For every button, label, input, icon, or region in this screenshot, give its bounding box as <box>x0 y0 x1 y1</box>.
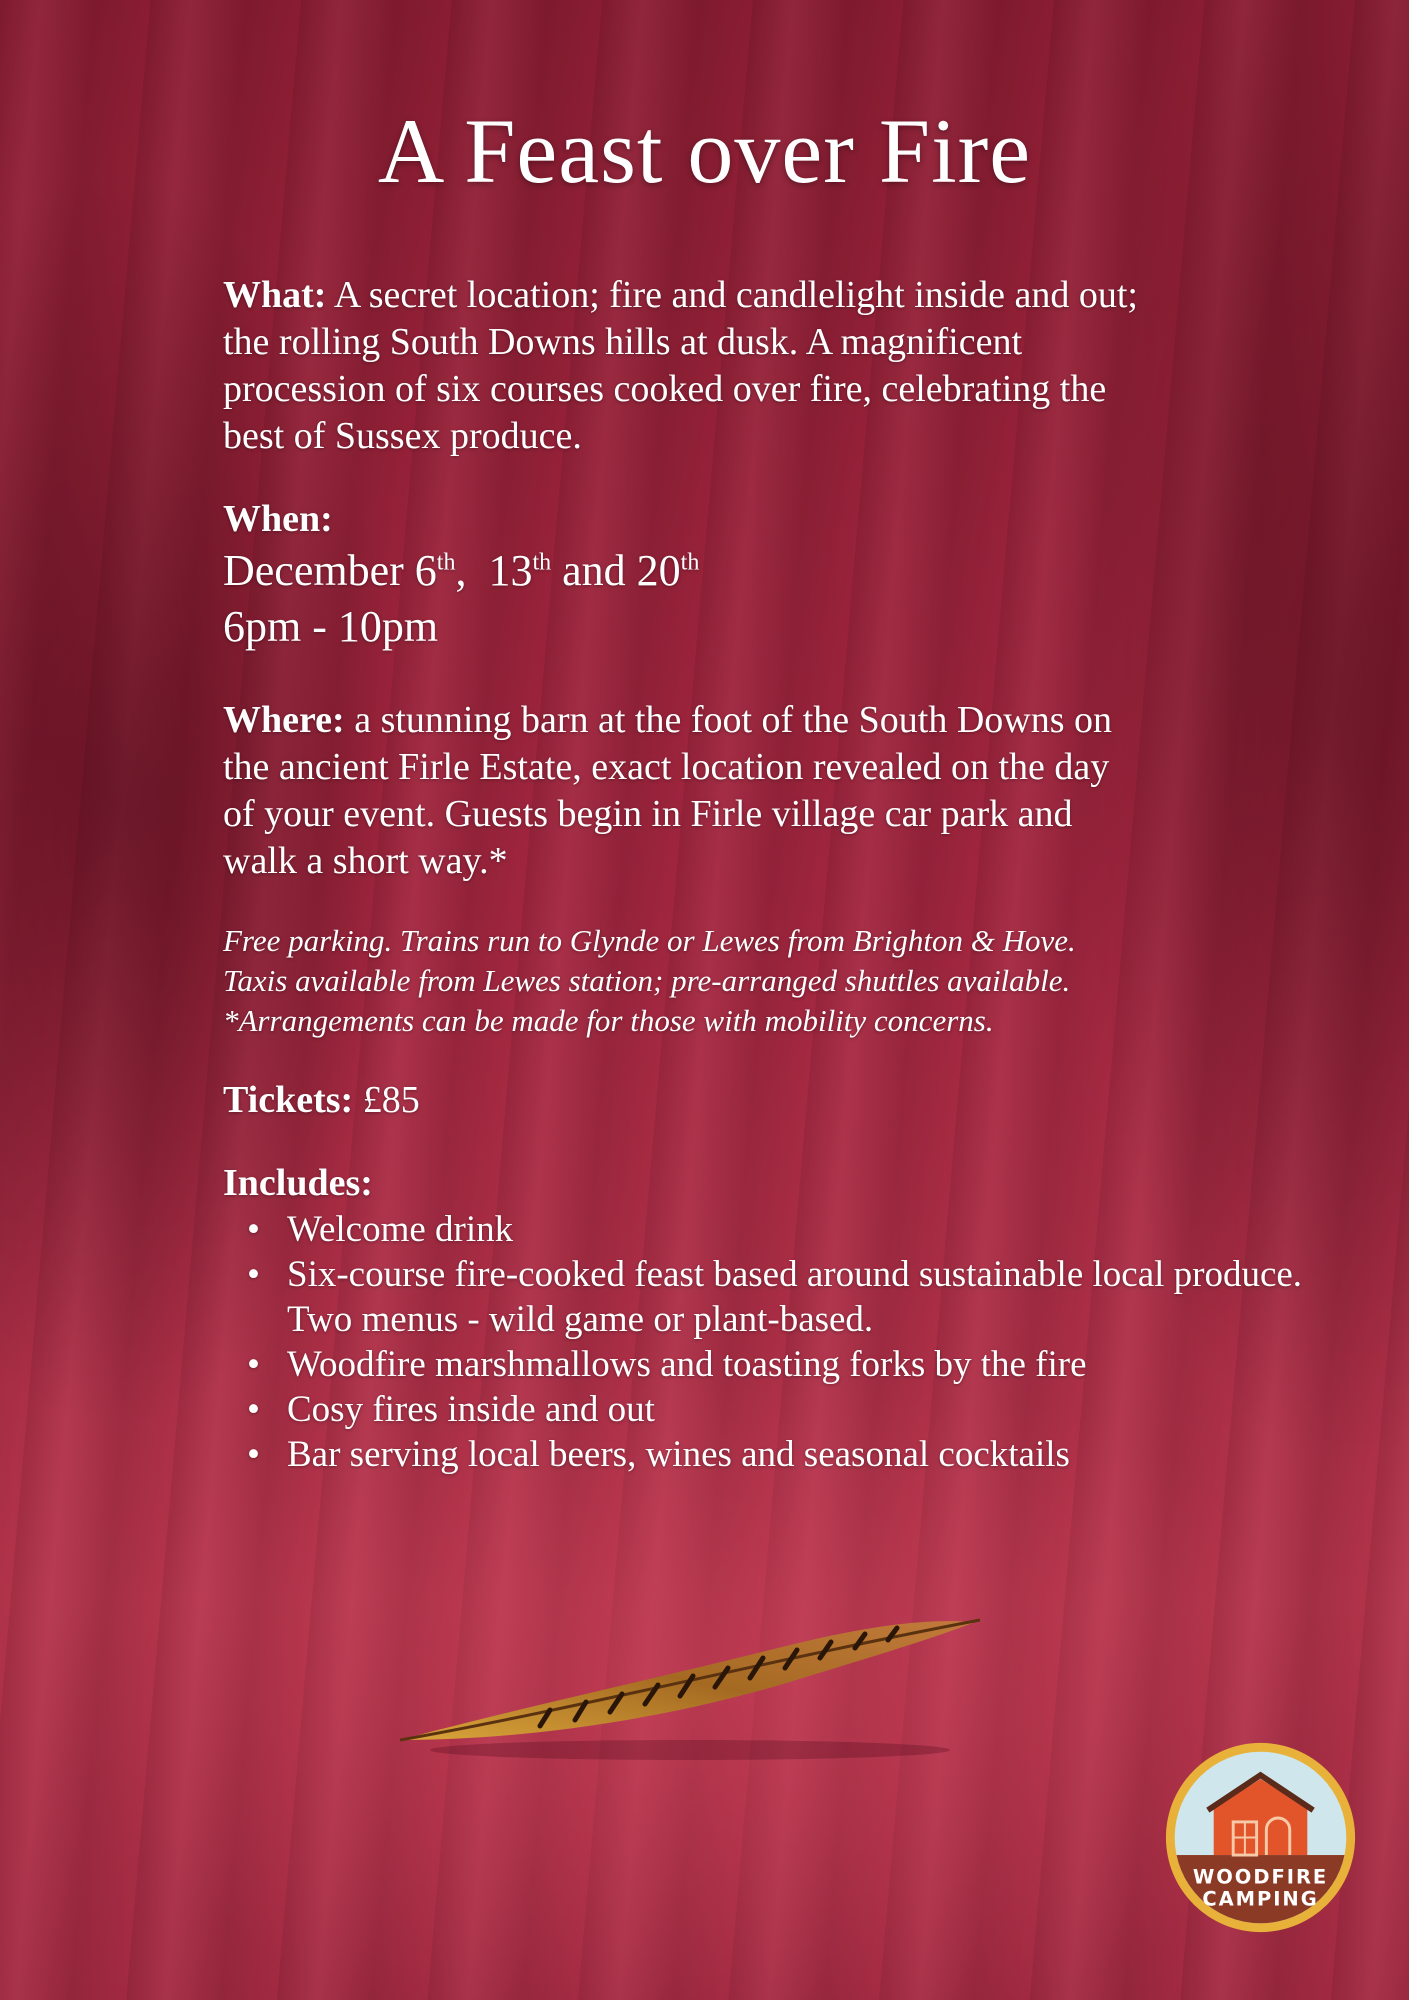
bullet-icon: • <box>247 1344 260 1385</box>
when-dates <box>223 543 1323 599</box>
when-day-1: 6 <box>414 546 437 595</box>
when-day-3: 20 <box>636 546 681 595</box>
list-item <box>223 1207 1323 1252</box>
list-item-text: Six-course fire-cooked feast based around sustainable local produce. Two menus - wild game or plant-based. <box>287 1254 1303 1340</box>
what-label: What: <box>223 274 327 316</box>
logo-line-1: WOODFIRE <box>1192 1865 1329 1889</box>
when-month: December <box>223 546 404 595</box>
note-line: Free parking. Trains run to Glynde or Lewes from Brighton & Hove. <box>223 923 1076 958</box>
ticket-price: £85 <box>353 1079 420 1121</box>
pheasant-feather-icon <box>390 1600 990 1760</box>
tickets-label: Tickets: <box>223 1079 354 1121</box>
list-item-text: Woodfire marshmallows and toasting forks by the fire <box>287 1344 1087 1385</box>
tickets-section <box>223 1077 1323 1124</box>
what-section <box>223 272 1153 460</box>
list-item-text: Bar serving local beers, wines and seasonal cocktails <box>287 1434 1070 1475</box>
bullet-icon: • <box>247 1209 260 1250</box>
when-day-2: 13 <box>488 546 533 595</box>
woodfire-camping-logo <box>1163 1740 1358 1935</box>
list-item-text: Welcome drink <box>287 1209 514 1250</box>
what-text: A secret location; fire and candlelight inside and out; the rolling South Downs hills at dusk. A magnificent procession of six courses cooked over fire, celebrating the best of Sussex produce. <box>223 274 1138 457</box>
event-details <box>223 272 1323 1477</box>
where-section <box>223 697 1123 885</box>
when-label: When: <box>223 498 333 540</box>
note-line: *Arrangements can be made for those with mobility concerns. <box>223 1003 994 1038</box>
ordinal-suffix: th <box>436 549 456 576</box>
ordinal-suffix: th <box>532 549 552 576</box>
when-time: 6pm - 10pm <box>223 602 439 651</box>
date-and: and <box>551 546 637 595</box>
logo-line-2: CAMPING <box>1202 1887 1319 1911</box>
where-text: a stunning barn at the foot of the South Downs on the ancient Firle Estate, exact location revealed on the day of your event. Guests begin in Firle village car park and walk a short way.* <box>223 699 1112 882</box>
bullet-icon: • <box>247 1389 260 1430</box>
includes-label: Includes: <box>223 1162 373 1204</box>
ordinal-suffix: th <box>680 549 700 576</box>
list-item <box>223 1432 1323 1477</box>
where-label: Where: <box>223 699 345 741</box>
list-item <box>223 1387 1323 1432</box>
list-item <box>223 1252 1323 1342</box>
list-item-text: Cosy fires inside and out <box>287 1389 655 1430</box>
bullet-icon: • <box>247 1254 260 1295</box>
bullet-icon: • <box>247 1434 260 1475</box>
includes-list <box>223 1207 1323 1477</box>
page-title: A Feast over Fire <box>377 100 1032 202</box>
date-separator: , <box>455 546 489 595</box>
list-item <box>223 1342 1323 1387</box>
travel-notes <box>223 921 1323 1041</box>
note-line: Taxis available from Lewes station; pre-arranged shuttles available. <box>223 963 1071 998</box>
